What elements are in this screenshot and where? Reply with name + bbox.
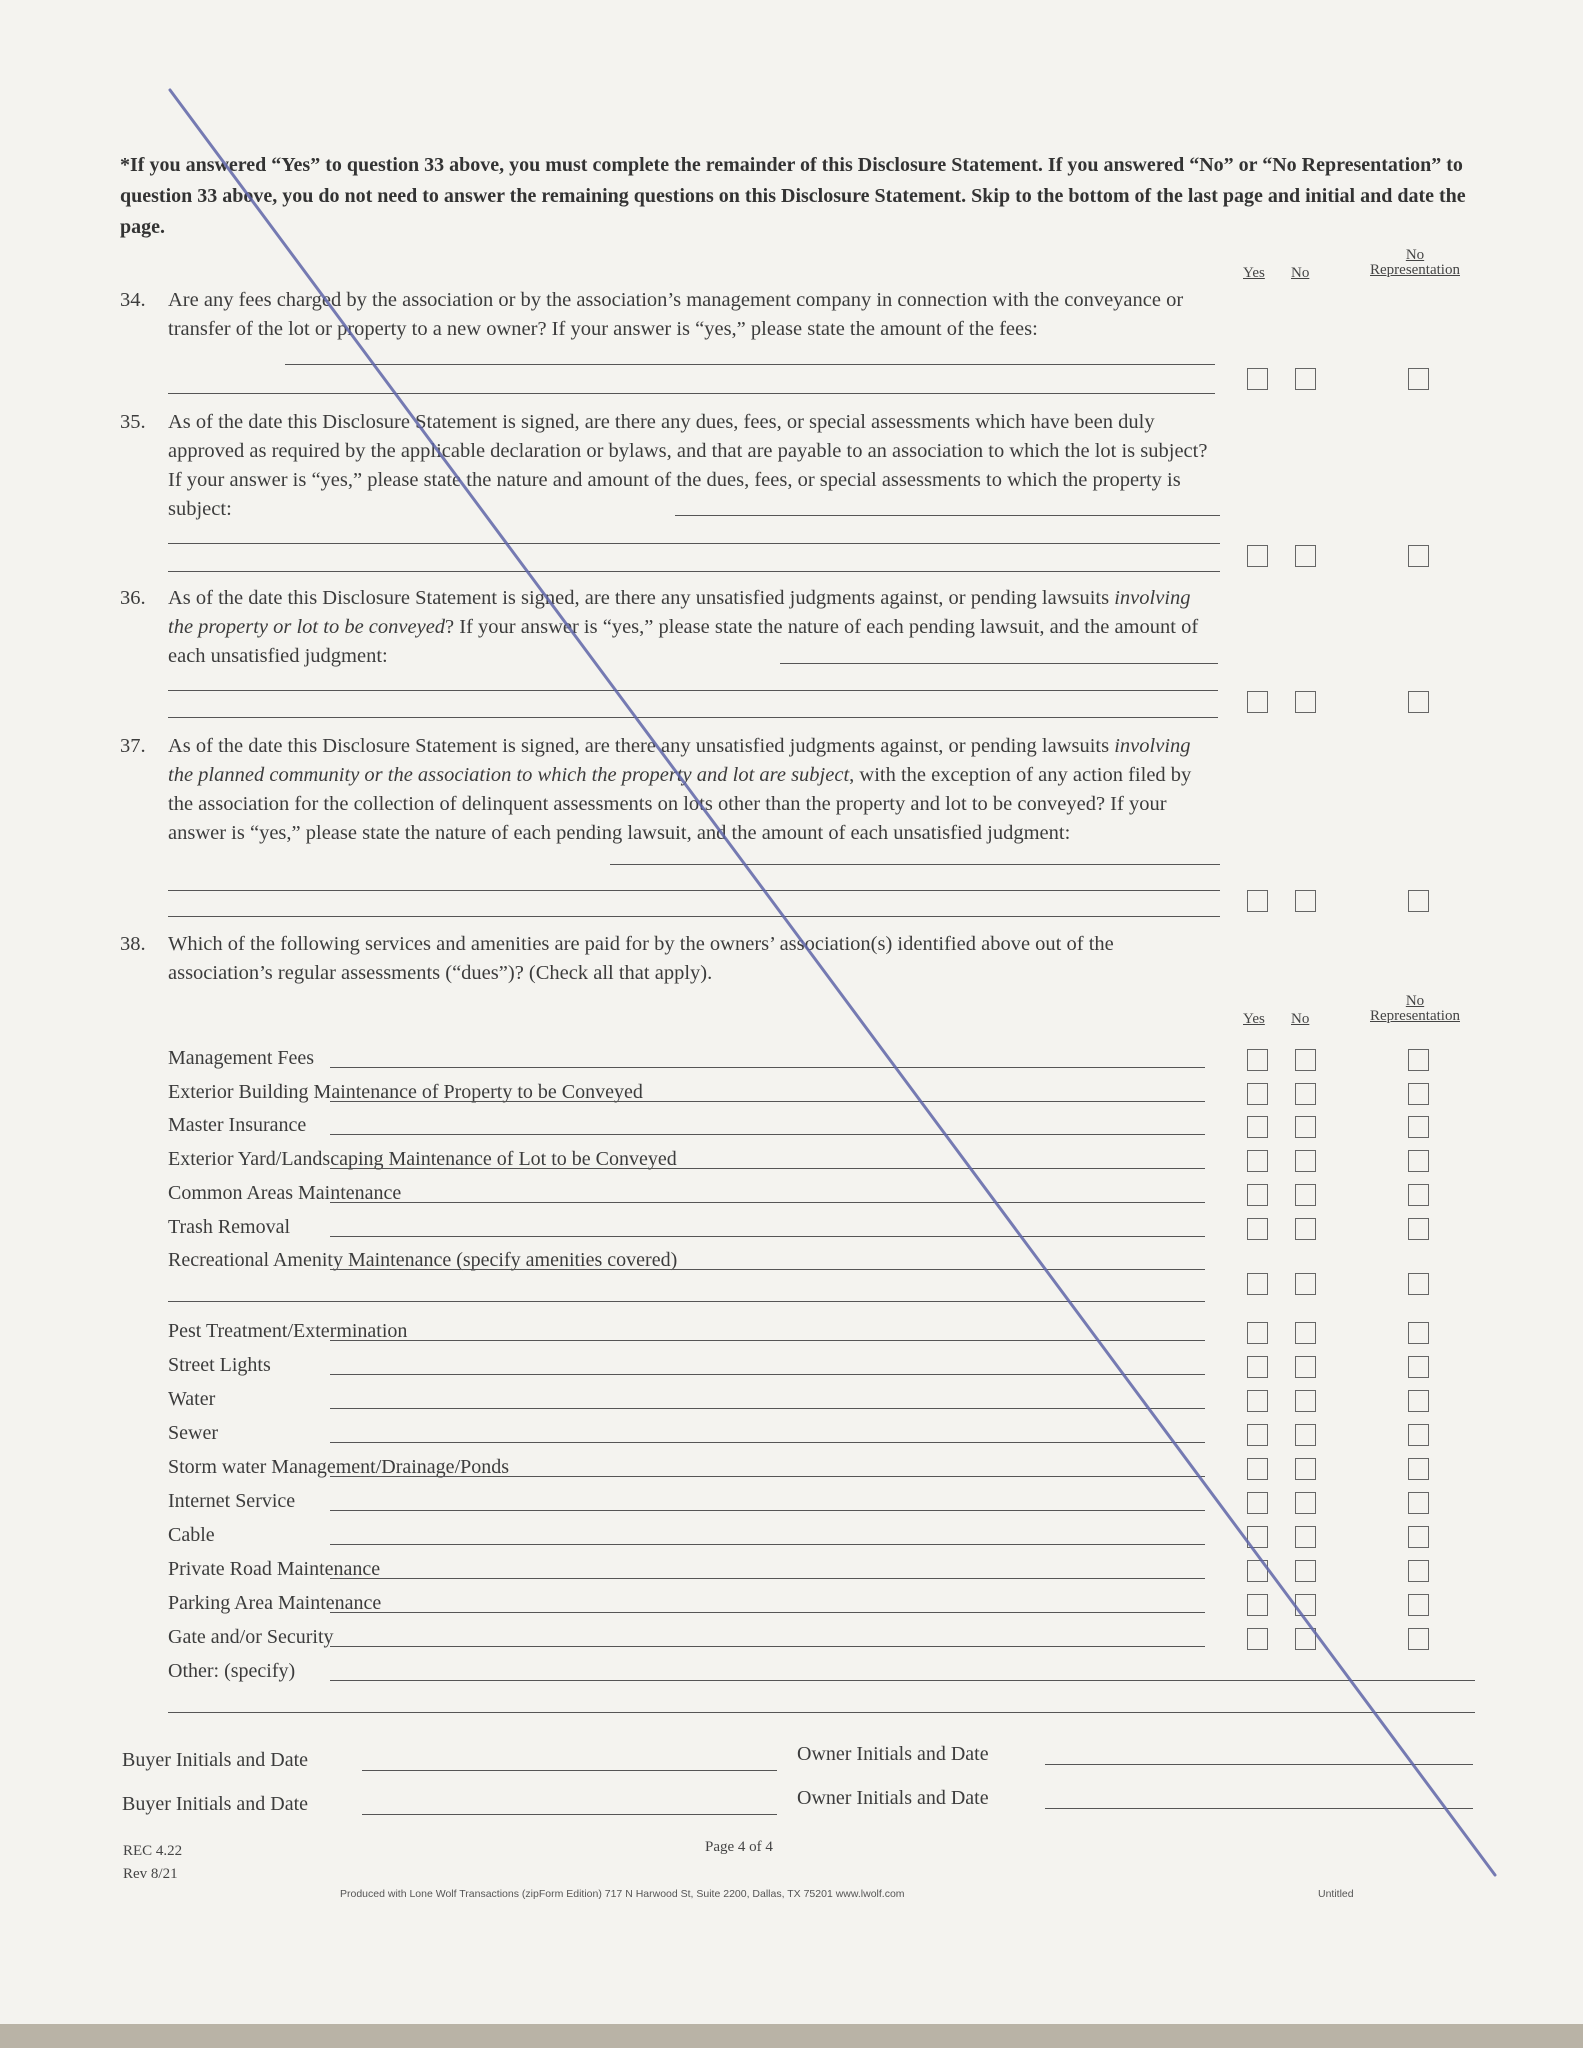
service-label: Other: (specify) (168, 1660, 296, 1682)
service-label: Street Lights (168, 1354, 271, 1376)
question-text-b: , with the exception of any action filed by the association for the collection of delinquent assessments on lots other than the property and lot to be conveyed? If your answer is “yes,” please state the nature of each pending lawsuit, and the amount of each unsatisfied judgment: (168, 764, 1192, 844)
buyer-initials-label-2: Buyer Initials and Date (122, 1793, 309, 1815)
service-label: Water (168, 1388, 216, 1410)
service-label: Common Areas Maintenance (168, 1182, 402, 1204)
service-label: Gate and/or Security (168, 1626, 334, 1648)
service-label: Pest Treatment/Extermination (168, 1320, 408, 1342)
col-header-no-rep-line2: Representation (1370, 1008, 1460, 1024)
question-text: As of the date this Disclosure Statement is signed, are there any dues, fees, or special assessments which have been duly approved as required by the applicable declaration or bylaws, and that are payable to an association to which the lot is subject? If your answer is “yes,” please state the nature and amount of the dues, fees, or special assessments to which the property is subject: (168, 411, 1208, 520)
question-text-italic: involving the property or lot to be conveyed (168, 587, 1191, 638)
service-label: Parking Area Maintenance (168, 1592, 382, 1614)
service-label: Internet Service (168, 1490, 296, 1512)
service-label: Storm water Management/Drainage/Ponds (168, 1456, 510, 1478)
owner-initials-label-2: Owner Initials and Date (797, 1787, 989, 1809)
question-text-a: As of the date this Disclosure Statement is signed, are there any unsatisfied judgments against, or pending lawsuits (168, 587, 1115, 609)
question-text: Are any fees charged by the association or by the association’s management company in connection with the conveyance or transfer of the lot or property to a new owner? If your answer is “yes,” please state the amount of the fees: (168, 289, 1184, 340)
service-label: Exterior Building Maintenance of Property to be Conveyed (168, 1081, 643, 1103)
col-header-no-rep-line1: No (1405, 993, 1425, 1009)
question-text: Which of the following services and amenities are paid for by the owners’ association(s) identified above out of the association’s regular assessments (“dues”)? (Check all that apply). (168, 933, 1114, 984)
service-label: Trash Removal (168, 1216, 291, 1238)
buyer-initials-label-1: Buyer Initials and Date (122, 1749, 309, 1771)
service-label: Master Insurance (168, 1114, 307, 1136)
pen-stroke (170, 90, 1495, 1875)
question-text-a: As of the date this Disclosure Statement is signed, are there any unsatisfied judgments against, or pending lawsuits (168, 735, 1115, 757)
produced-with-footer: Produced with Lone Wolf Transactions (zipForm Edition) 717 N Harwood St, Suite 2200, Dallas, TX 75201 www.lwolf.com (340, 1888, 905, 1900)
col-header-yes: Yes (1243, 1011, 1265, 1027)
question-number: 34. (120, 289, 146, 311)
col-header-no-rep-line2: Representation (1370, 262, 1460, 278)
col-header-yes: Yes (1243, 265, 1265, 281)
service-label: Private Road Maintenance (168, 1558, 381, 1580)
intro-instructions: *If you answered “Yes” to question 33 above, you must complete the remainder of this Disclosure Statement. If you answered “No” or “No Representation” to question 33 above, you do not need to answer the remaining questions on this Disclosure Statement. Skip to the bottom of the last page and initial and date the page. (120, 154, 1466, 238)
col-header-no: No (1291, 1011, 1310, 1027)
form-code: REC 4.22 (123, 1843, 183, 1859)
service-label: Recreational Amenity Maintenance (specify amenities covered) (168, 1249, 678, 1271)
service-label: Cable (168, 1524, 215, 1546)
page-number: Page 4 of 4 (705, 1839, 773, 1855)
question-number: 37. (120, 735, 146, 757)
service-label: Management Fees (168, 1047, 315, 1069)
file-name: Untitled (1318, 1888, 1354, 1900)
owner-initials-label-1: Owner Initials and Date (797, 1743, 989, 1765)
question-text-italic: involving the planned community or the association to which the property and lot are subject (168, 735, 1191, 786)
question-number: 38. (120, 933, 146, 955)
col-header-no-rep-line1: No (1405, 247, 1425, 263)
service-label: Sewer (168, 1422, 218, 1444)
question-number: 36. (120, 587, 146, 609)
col-header-no: No (1291, 265, 1310, 281)
service-label: Exterior Yard/Landscaping Maintenance of Lot to be Conveyed (168, 1148, 677, 1170)
form-revision: Rev 8/21 (123, 1866, 178, 1882)
question-number: 35. (120, 411, 146, 433)
desk-surface (0, 2024, 1583, 2048)
question-text-b: ? If your answer is “yes,” please state the nature of each pending lawsuit, and the amount of each unsatisfied judgment: (168, 616, 1199, 667)
